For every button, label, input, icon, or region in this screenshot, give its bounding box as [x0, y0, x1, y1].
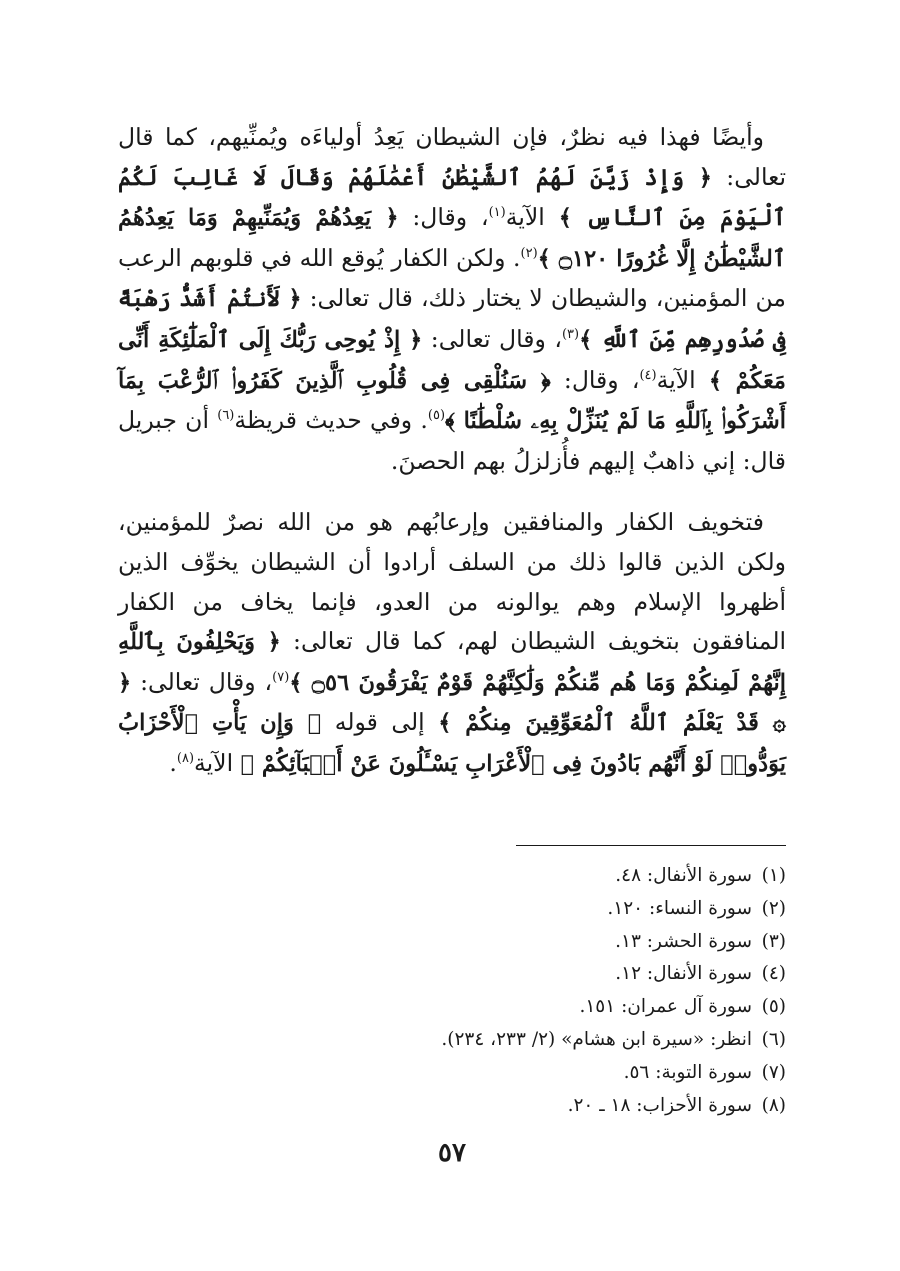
body-text-run: الآية: [505, 203, 559, 232]
body-text-run: . وفي حديث قريظة: [234, 406, 428, 435]
footnote-number: (٧): [761, 1061, 786, 1083]
quran-verse-quote: ﴿ وَإِذْ زَيَّنَ لَهُمُ ٱلشَّيْطَٰنُ أَعْمَٰلَهُمْ وَقَالَ لَا غَالِبَ لَكُمُ ٱلْيَوْمَ مِنَ ٱلنَّاسِ ﴾: [118, 164, 786, 232]
footnote-reference: (٦): [217, 408, 235, 424]
footnote-reference: (٧): [272, 669, 290, 685]
body-text-run: وأيضًا فهذا فيه نظرٌ، فإن الشيطان يَعِدُ أولياءَه ويُمنِّيهم، كما قال تعالى:: [118, 123, 786, 191]
quran-verse-quote: ﴿ وَيَحْلِفُونَ بِٱللَّهِ إِنَّهُمْ لَمِنكُمْ وَمَا هُم مِّنكُمْ وَلَٰكِنَّهُمْ قَوْمٌ يَفْرَقُونَ ۝٥٦ ﴾: [118, 629, 786, 696]
footnote-text: سورة النساء: ١٢٠.: [607, 897, 752, 919]
footnote-item: [118, 893, 786, 926]
footnote-item: [118, 958, 786, 991]
footnote-reference: (٣): [561, 327, 580, 343]
footnote-reference: (٢): [520, 245, 538, 261]
footnote-item: [118, 926, 786, 959]
footnote-reference: (٤): [639, 367, 657, 383]
footnote-number: (٢): [761, 897, 786, 919]
footnote-item: [118, 1090, 786, 1123]
footnote-text: سورة الأنفال: ١٢.: [615, 963, 752, 985]
footnote-reference: (٥): [427, 408, 446, 424]
footnote-reference: (٨): [176, 751, 195, 767]
footnote-text: سورة الحشر: ١٣.: [615, 930, 752, 952]
footnote-text: انظر: «سيرة ابن هشام» (٢/ ٢٣٣، ٢٣٤).: [441, 1028, 752, 1050]
body-text-run: أن جبريل قال: إني ذاهبٌ إليهم فأُزلزلُ بهم الحصنَ.: [118, 406, 786, 475]
footnote-item: [118, 991, 786, 1024]
quran-verse-quote: ﴿ سَنُلْقِى فِى قُلُوبِ ٱلَّذِينَ كَفَرُوا۟ ٱلرُّعْبَ بِمَآ أَشْرَكُوا۟ بِٱللَّهِ مَا لَمْ يُنَزِّلْ بِهِۦ سُلْطَٰنًا ﴾: [118, 367, 786, 435]
footnote-item: [118, 860, 786, 893]
footnote-number: (١): [761, 865, 786, 886]
body-text-run: . ولكن الكفار يُوقع الله في قلوبهم الرعب من المؤمنين، والشيطان لا يختار ذلك، قال تعالى:: [118, 243, 786, 313]
paragraph-2: [118, 503, 786, 784]
quran-verse-quote: ﴿ إِذْ يُوحِى رَبُّكَ إِلَى ٱلْمَلَٰٓئِكَةِ أَنِّى مَعَكُمْ ﴾: [118, 326, 786, 394]
page-number: ٥٧: [438, 1138, 466, 1168]
body-text-run: الآية: [656, 365, 709, 394]
body-text-run: الآية: [194, 748, 241, 777]
book-page: [118, 118, 786, 1178]
footnote-number: (٤): [761, 963, 786, 985]
body-text-run: .: [169, 748, 177, 777]
footnote-text: سورة آل عمران: ١٥١.: [579, 996, 752, 1018]
footnote-reference: (١): [488, 205, 506, 221]
quran-verse-quote: ﴿ لَأَنتُمْ أَشَدُّ رَهْبَةً فِى صُدُورِهِم مِّنَ ٱللَّهِ ﴾: [118, 286, 786, 353]
footnote-number: (٣): [761, 930, 786, 952]
body-text-run: إلى قوله: [321, 708, 439, 737]
body-text-run: فتخويف الكفار والمنافقين وإرعابُهم هو من الله نصرٌ للمؤمنين، ولكن الذين قالوا ذلك من السلف أرادوا أن الشيطان يخوِّف الذين أظهروا الإسلام وهم يوالونه من العدو، فإنما يخاف من الكفار المنافقون بتخويف الشيطان لهم، كما قال تعالى:: [118, 508, 787, 656]
paragraph-1: [118, 118, 786, 481]
footnote-item: [118, 1024, 786, 1057]
body-text-run: ، وقال:: [550, 365, 640, 394]
footnote-text: سورة الأحزاب: ١٨ ـ ٢٠.: [567, 1094, 752, 1116]
footnote-separator-rule: [516, 845, 786, 846]
footnote-number: (٦): [761, 1028, 786, 1050]
footnote-number: (٨): [761, 1094, 786, 1116]
footnote-text: سورة الأنفال: ٤٨.: [615, 865, 752, 886]
quran-verse-quote: ﴿ ۞ قَدْ يَعْلَمُ ٱللَّهُ ٱلْمُعَوِّقِينَ مِنكُمْ ﴾: [118, 669, 786, 737]
quran-verse-quote: ﴿ يَعِدُهُمْ وَيُمَنِّيهِمْ وَمَا يَعِدُهُمُ ٱلشَّيْطَٰنُ إِلَّا غُرُورًا ۝١٢٠ ﴾: [118, 205, 786, 272]
quran-verse-quote: ﴿ وَإِن يَأْتِ ٱلْأَحْزَابُ يَوَدُّوا۟ لَوْ أَنَّهُم بَادُونَ فِى ٱلْأَعْرَابِ يَسْـَٔلُونَ عَنْ أَنۢبَآئِكُمْ ﴾: [118, 710, 786, 777]
footnotes-list: [118, 860, 786, 1122]
body-text-run: ، وقال تعالى:: [422, 324, 562, 353]
body-text-run: ، وقال:: [398, 203, 489, 232]
footnote-number: (٥): [761, 996, 786, 1018]
footnote-text: سورة التوبة: ٥٦.: [623, 1061, 752, 1083]
footnote-item: [118, 1057, 786, 1090]
body-text-run: ، وقال تعالى:: [131, 667, 273, 696]
